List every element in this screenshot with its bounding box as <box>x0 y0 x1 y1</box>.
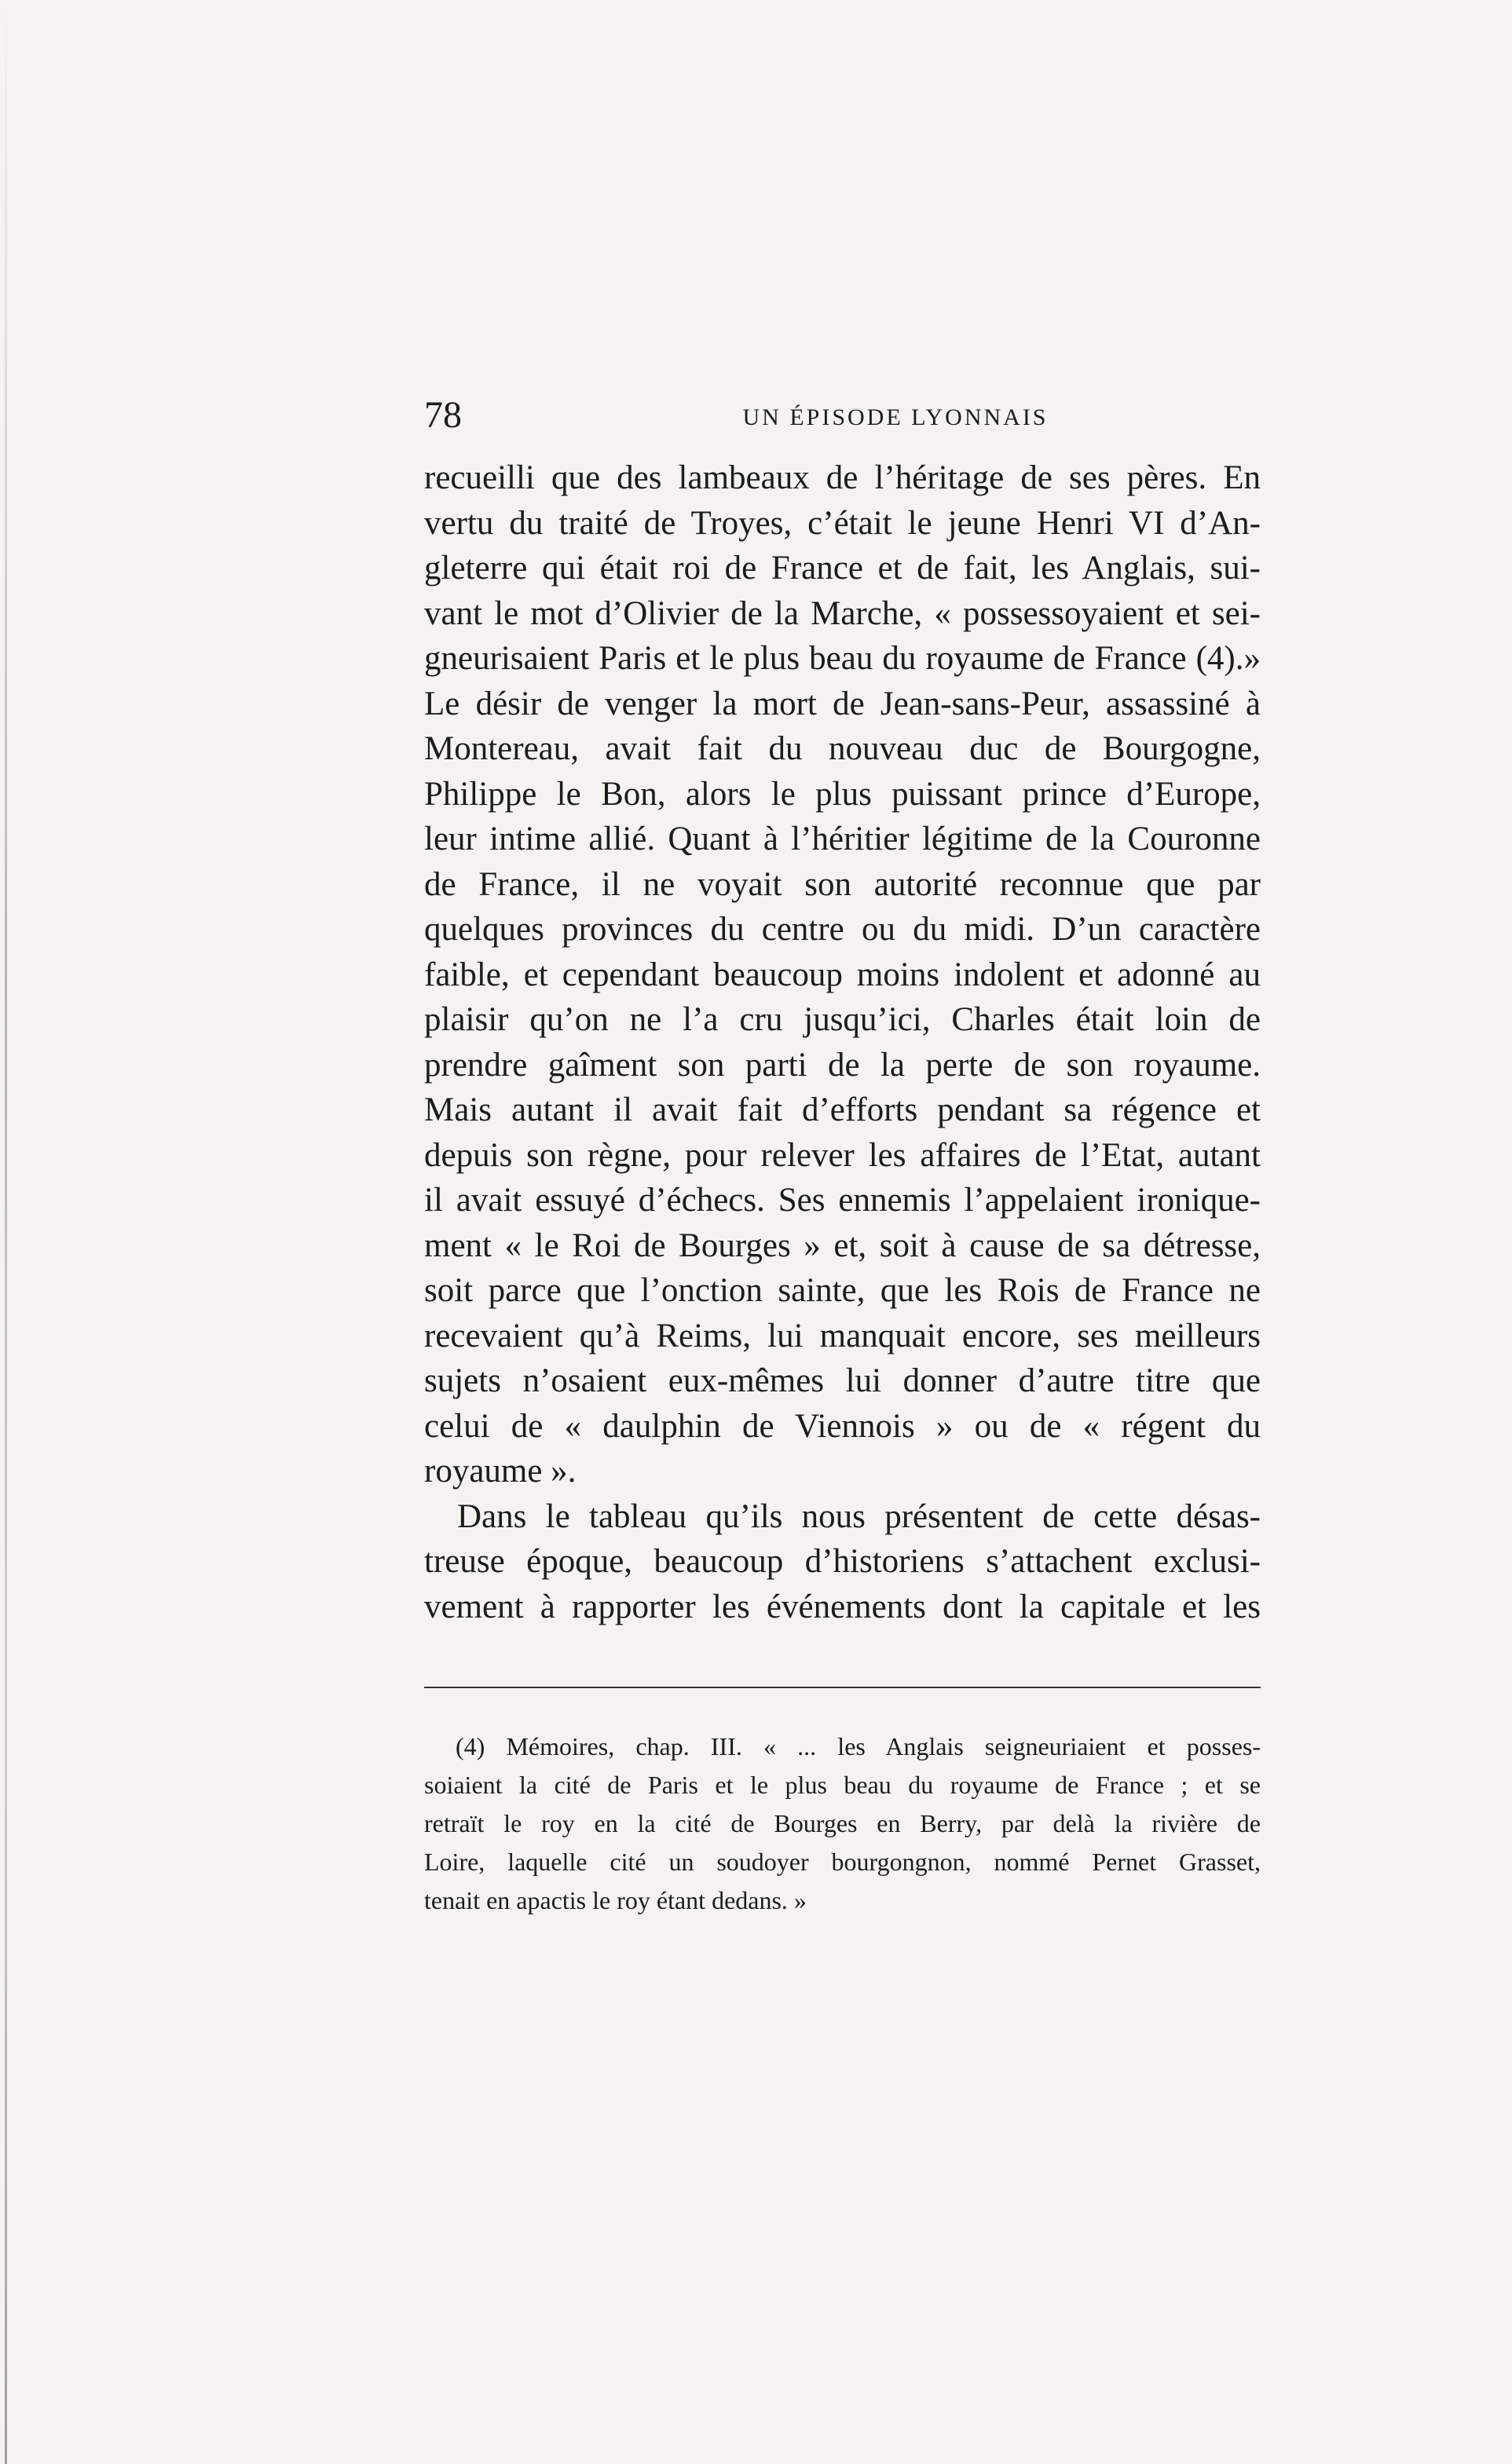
text-line: vant le mot d’Olivier de la Marche, « possessoyaient et sei- <box>424 594 1261 632</box>
text-line: soit parce que l’onction sainte, que les Rois de France ne <box>424 1272 1261 1309</box>
text-line: celui de « daulphin de Viennois » ou de « régent du <box>424 1407 1261 1445</box>
text-line: quelques provinces du centre ou du midi. D’un caractère <box>424 911 1261 948</box>
text-line: gleterre qui était roi de France et de fait, les Anglais, sui- <box>424 550 1261 587</box>
text-line: plaisir qu’on ne l’a cru jusqu’ici, Charles était loin de <box>424 1001 1261 1038</box>
body-text <box>424 455 1261 1629</box>
running-title: UN ÉPISODE LYONNAIS <box>742 404 1049 430</box>
text-line: ment « le Roi de Bourges » et, soit à cause de sa détresse, <box>424 1227 1261 1264</box>
footnote-line: retraït le roy en la cité de Bourges en Berry, par delà la rivière de <box>424 1809 1261 1837</box>
footnote-line: soiaient la cité de Paris et le plus beau du royaume de France ; et se <box>424 1771 1261 1799</box>
text-line: Mais autant il avait fait d’efforts pendant sa régence et <box>424 1091 1261 1128</box>
footnote-rule <box>424 1687 1261 1688</box>
text-line: sujets n’osaient eux-mêmes lui donner d’autre titre que <box>424 1362 1261 1399</box>
text-line: il avait essuyé d’échecs. Ses ennemis l’appelaient ironique- <box>424 1182 1261 1219</box>
text-line: royaume ». <box>424 1453 577 1490</box>
text-line: leur intime allié. Quant à l’héritier légitime de la Couronne <box>424 821 1261 857</box>
text-line: recevaient qu’à Reims, lui manquait encore, ses meilleurs <box>424 1317 1261 1354</box>
footnote-line: (4) Mémoires, chap. III. « ... les Anglais seigneuriaient et posses- <box>456 1732 1261 1760</box>
text-line: vement à rapporter les événements dont la capitale et les <box>424 1588 1261 1625</box>
text-line: prendre gaîment son parti de la perte de son royaume. <box>424 1046 1261 1084</box>
text-line: Le désir de venger la mort de Jean-sans-Peur, assassiné à <box>424 685 1261 722</box>
text-line: de France, il ne voyait son autorité reconnue que par <box>424 865 1261 903</box>
text-line: gneurisaient Paris et le plus beau du royaume de France (4).» <box>424 640 1261 677</box>
text-line: Philippe le Bon, alors le plus puissant prince d’Europe, <box>424 775 1261 813</box>
running-head <box>424 394 1265 444</box>
footnote <box>424 1727 1261 1920</box>
text-line: depuis son règne, pour relever les affaires de l’Etat, autant <box>424 1136 1261 1174</box>
text-line: treuse époque, beaucoup d’historiens s’attachent exclusi- <box>424 1543 1261 1580</box>
footnote-line: Loire, laquelle cité un soudoyer bourgongnon, nommé Pernet Grasset, <box>424 1848 1261 1876</box>
text-line: Dans le tableau qu’ils nous présentent de cette désas- <box>457 1497 1261 1535</box>
footnote-line: tenait en apactis le roy étant dedans. » <box>424 1886 807 1914</box>
page-number: 78 <box>424 394 462 436</box>
text-line: vertu du traité de Troyes, c’était le jeune Henri VI d’An- <box>424 504 1261 542</box>
text-line: Montereau, avait fait du nouveau duc de Bourgogne, <box>424 730 1261 767</box>
text-line: recueilli que des lambeaux de l’héritage de ses pères. En <box>424 459 1261 496</box>
text-line: faible, et cependant beaucoup moins indolent et adonné au <box>424 956 1261 993</box>
